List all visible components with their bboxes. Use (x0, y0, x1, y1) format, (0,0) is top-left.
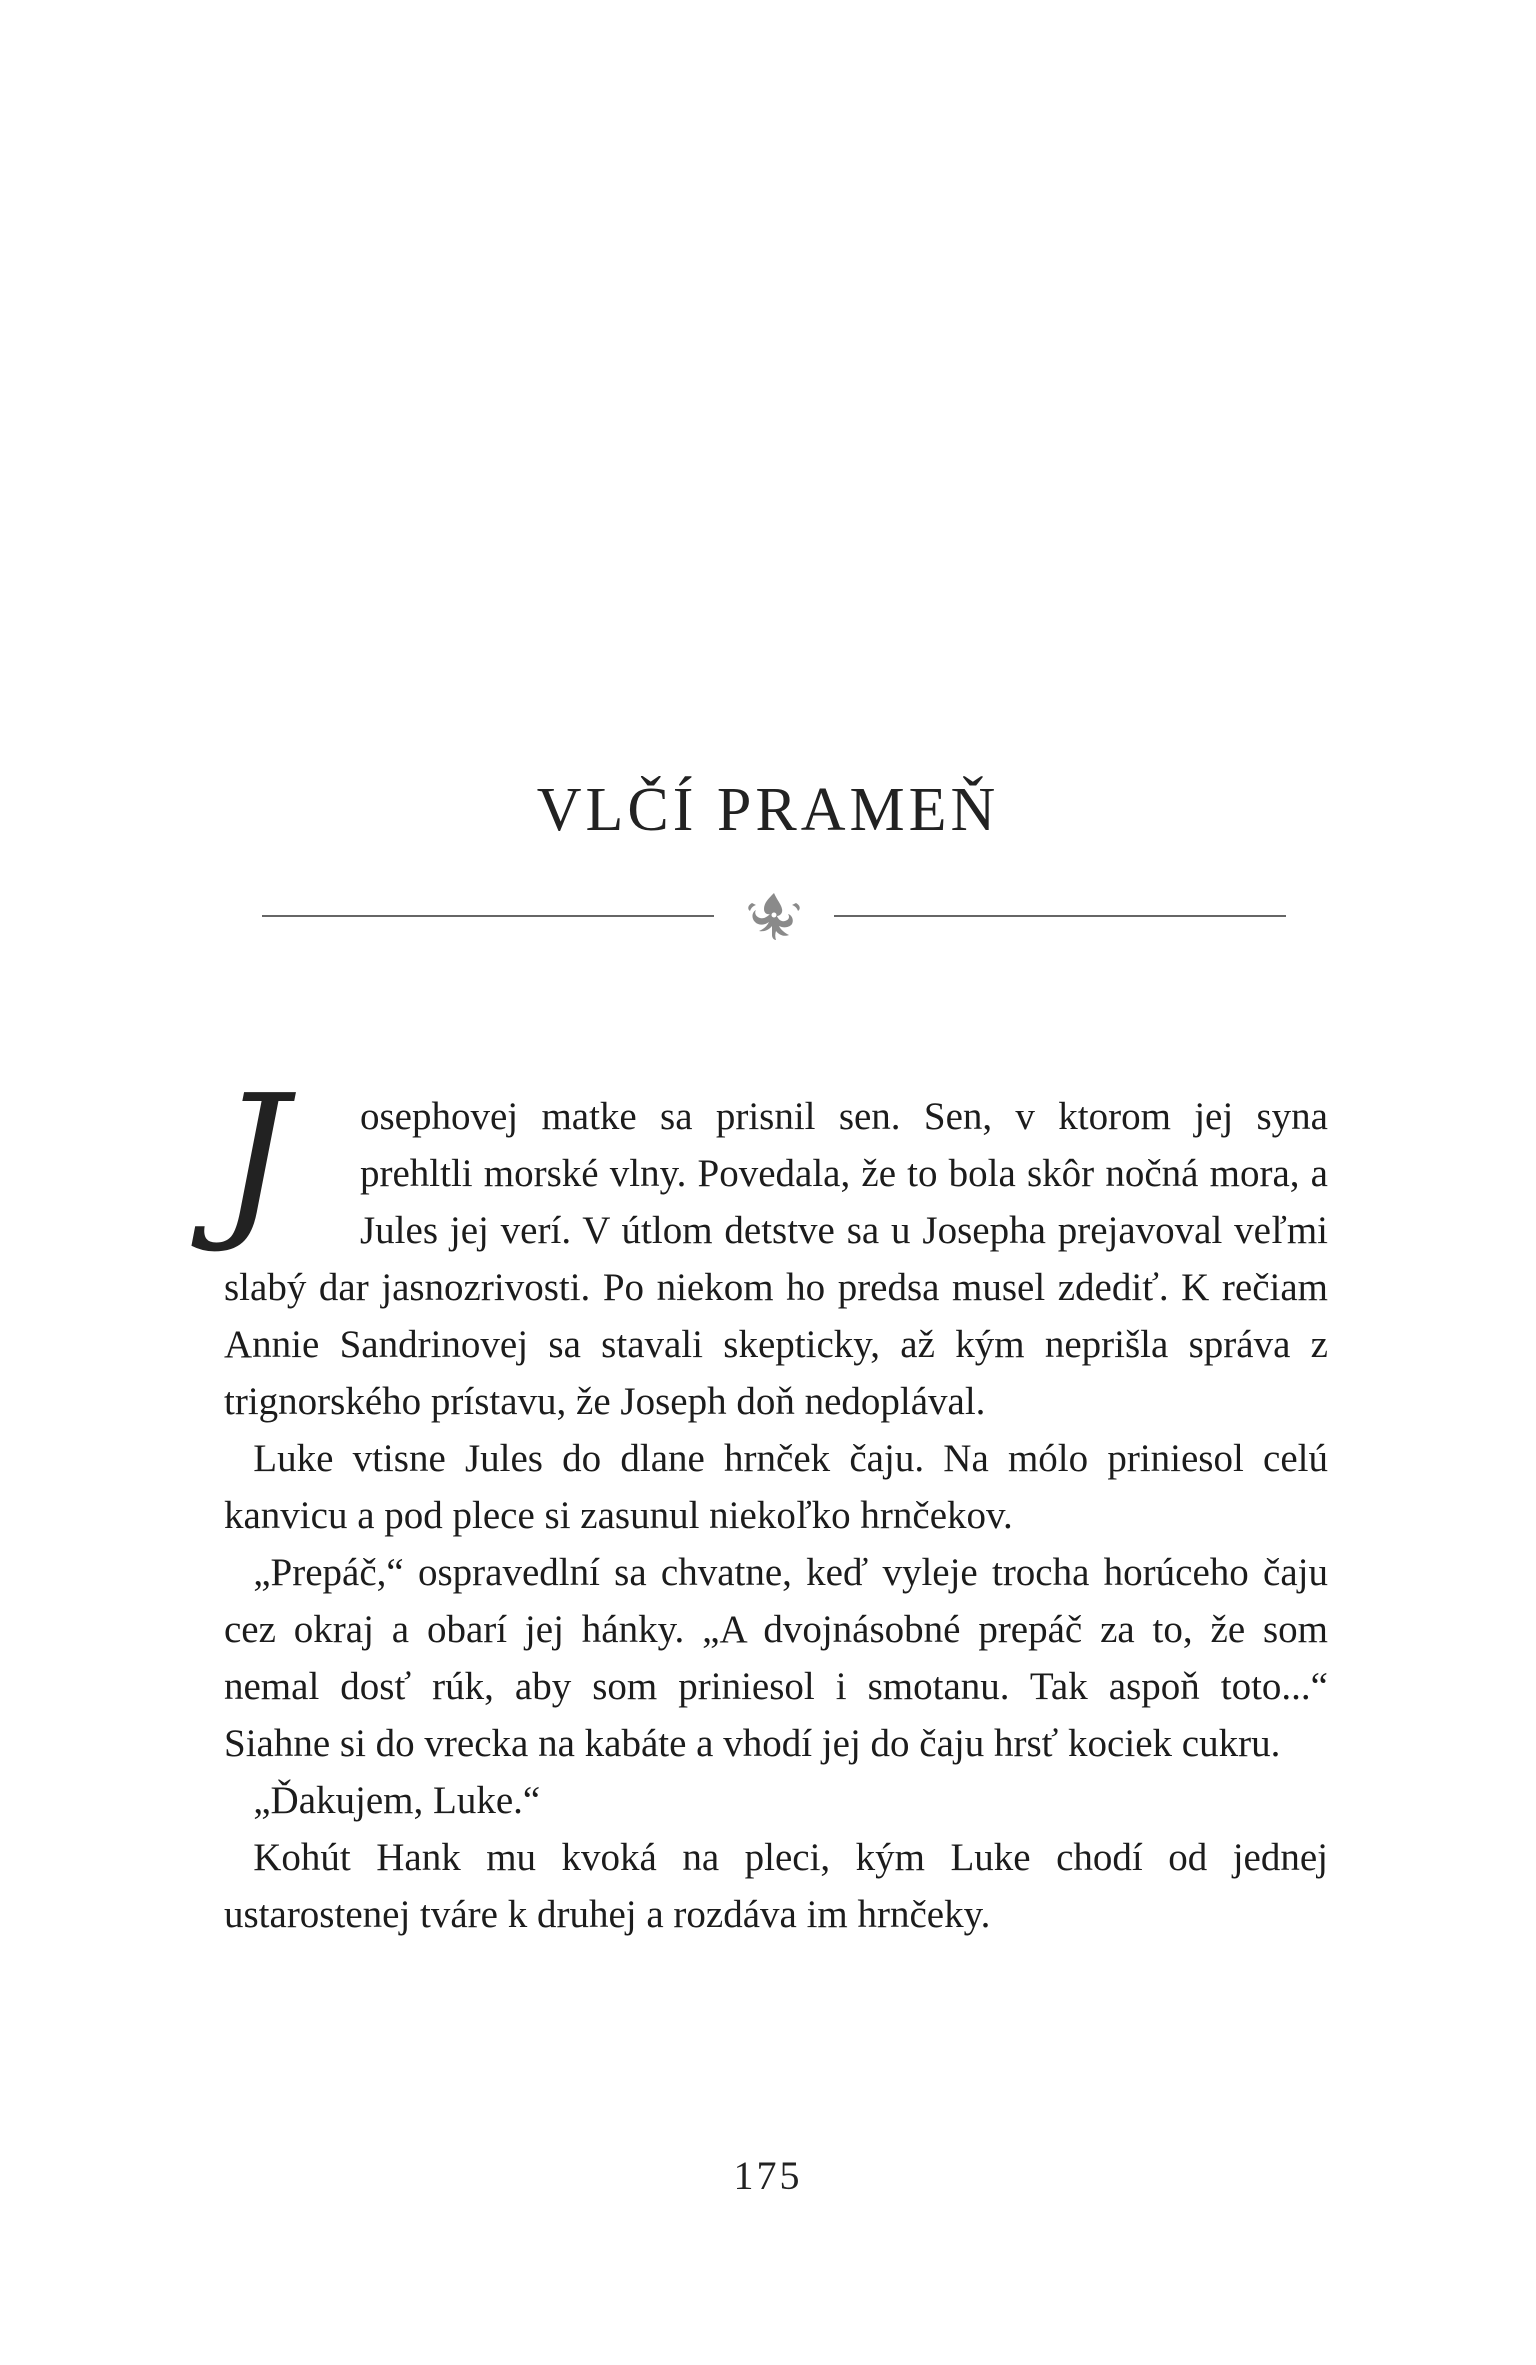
paragraph: „Prepáč,“ ospravedlní sa chvatne, keď vyleje trocha horúceho čaju cez okraj a obarí jej hánky. „A dvojnásobné prepáč za to, že som nemal dosť rúk, aby som priniesol i smotanu. Tak aspoň toto...“ Siahne si do vrecka na kabáte a vhodí jej do čaju hrsť kociek cukru. (224, 1551, 1328, 1765)
fleuron-ornament-icon (734, 885, 814, 945)
page-number: 175 (733, 2153, 803, 2198)
divider-rule-right (834, 915, 1286, 917)
paragraph: Kohút Hank mu kvoká na pleci, kým Luke chodí od jednej ustarostenej tváre k druhej a rozdáva im hrnčeky. (224, 1836, 1328, 1936)
drop-cap: J (220, 1059, 289, 1257)
paragraph: Luke vtisne Jules do dlane hrnček čaju. Na mólo priniesol celú kanvicu a pod plece si zasunul niekoľko hrnčekov. (224, 1437, 1328, 1537)
chapter-body (220, 1059, 1328, 1943)
paragraph-opening (220, 1059, 1328, 1430)
paragraph-text: osephovej matke sa prisnil sen. Sen, v ktorom jej syna prehltli morské vlny. Povedala, že to bola skôr nočná mora, a Jules jej verí. V útlom detstve sa u Josepha prejavoval veľmi slabý dar jasnozrivosti. Po niekom ho predsa musel zdediť. K rečiam Annie Sandrinovej sa stavali skepticky, až kým neprišla správa z trignorského prístavu, že Joseph doň nedoplával. (224, 1095, 1328, 1423)
divider-rule-left (262, 915, 714, 917)
chapter-divider (262, 885, 1286, 945)
paragraph: „Ďakujem, Luke.“ (253, 1779, 541, 1822)
chapter-title: VLČÍ PRAMEŇ (536, 776, 1000, 844)
